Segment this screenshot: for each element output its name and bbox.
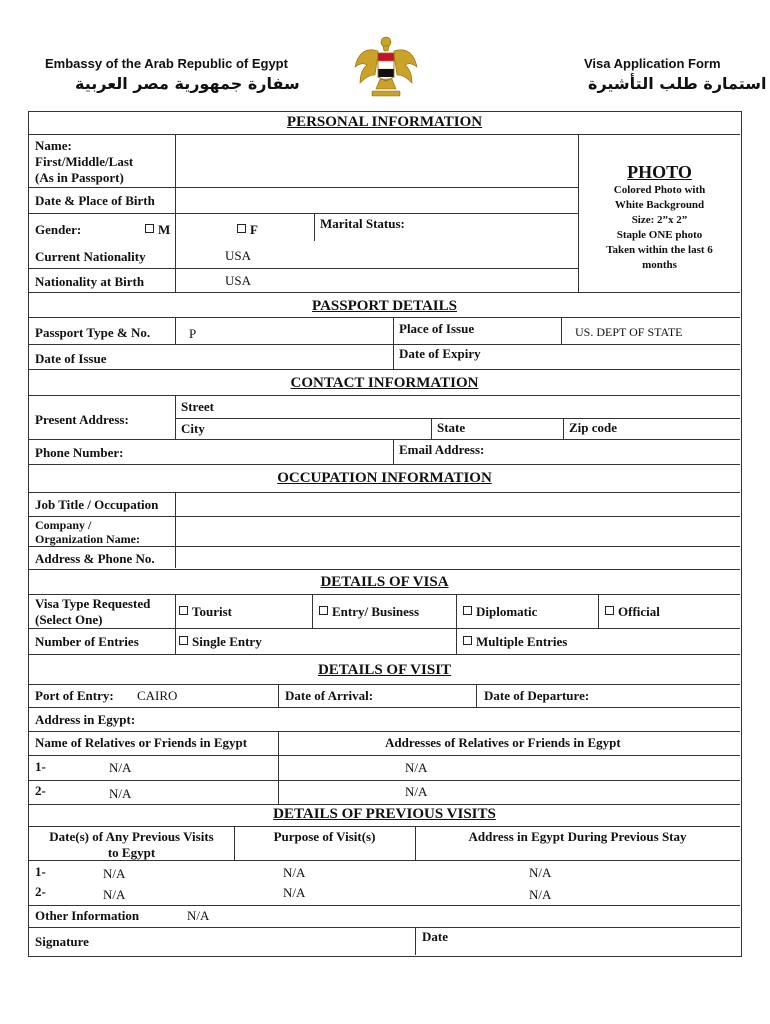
visa-official-checkbox[interactable] (605, 606, 614, 615)
date-of-expiry-label: Date of Expiry (399, 346, 481, 361)
name-field[interactable] (176, 135, 577, 186)
date-of-arrival-label: Date of Arrival: (285, 688, 374, 703)
relative-2-name[interactable]: N/A (109, 786, 132, 801)
birth-nationality-value[interactable]: USA (225, 273, 252, 288)
company-label: Company / (35, 518, 92, 532)
section-title-previous-visits: DETAILS OF PREVIOUS VISITS (273, 806, 496, 822)
relative-row-number: 2- (35, 783, 46, 798)
single-entry-checkbox[interactable] (179, 636, 188, 645)
photo-line: White Background (614, 199, 705, 211)
multiple-entries-option[interactable] (463, 634, 567, 649)
date-of-departure-label: Date of Departure: (484, 688, 590, 703)
previous-1-purpose[interactable]: N/A (283, 865, 306, 880)
relatives-address-label: Addresses of Relatives or Friends in Egypt (385, 735, 621, 750)
multiple-entries-checkbox[interactable] (463, 636, 472, 645)
embassy-name-en: Embassy of the Arab Republic of Egypt (45, 56, 288, 71)
photo-line: months (642, 259, 677, 271)
port-of-entry-label: Port of Entry: (35, 688, 114, 703)
previous-purpose-label: Purpose of Visit(s) (273, 829, 376, 844)
email-address-label: Email Address: (399, 442, 485, 457)
address-in-egypt-label: Address in Egypt: (35, 712, 136, 727)
current-nationality-value[interactable]: USA (225, 248, 252, 263)
relative-1-address[interactable]: N/A (405, 760, 428, 775)
previous-1-address[interactable]: N/A (529, 865, 552, 880)
embassy-name-ar: سفارة جمهورية مصر العربية (75, 74, 300, 93)
gender-f-checkbox[interactable] (237, 224, 246, 233)
gender-m-label: M (158, 222, 171, 237)
previous-address-label: Address in Egypt During Previous Stay (468, 829, 687, 844)
visa-diplomatic-option[interactable] (463, 604, 537, 619)
birth-nationality-label: Nationality at Birth (35, 274, 145, 289)
visa-type-label: Visa Type Requested (35, 596, 151, 611)
previous-row-number: 1- (35, 864, 46, 879)
date-of-issue-label: Date of Issue (35, 351, 107, 366)
form-title-en: Visa Application Form (584, 56, 721, 71)
current-nationality-label: Current Nationality (35, 249, 146, 264)
eagle-emblem-icon (352, 33, 420, 99)
previous-row-number: 2- (35, 884, 46, 899)
photo-line: Taken within the last 6 (606, 244, 713, 256)
visa-official-label: Official (618, 604, 660, 619)
visa-diplomatic-label: Diplomatic (476, 604, 538, 619)
visa-official-option[interactable] (605, 604, 660, 619)
phone-number-label: Phone Number: (35, 445, 124, 460)
previous-1-date[interactable]: N/A (103, 866, 126, 881)
gender-label: Gender: (35, 222, 82, 237)
name-label-note: (As in Passport) (35, 170, 124, 185)
previous-2-purpose[interactable]: N/A (283, 885, 306, 900)
previous-dates-label: Date(s) of Any Previous Visits (49, 829, 214, 844)
photo-instructions (579, 183, 740, 273)
port-of-entry-value[interactable]: CAIRO (137, 688, 178, 703)
dob-field[interactable] (176, 188, 577, 212)
gender-f-label: F (250, 222, 258, 237)
single-entry-option[interactable] (179, 634, 262, 649)
name-label: Name: (35, 138, 72, 153)
previous-dates-label-sub: to Egypt (107, 845, 156, 860)
name-label-sub: First/Middle/Last (35, 154, 134, 169)
photo-title: PHOTO (627, 162, 692, 182)
visa-business-option[interactable] (319, 604, 419, 619)
other-information-label: Other Information (35, 908, 140, 923)
gender-m-option[interactable] (145, 222, 170, 237)
other-information-value[interactable]: N/A (187, 908, 210, 923)
section-title-contact: CONTACT INFORMATION (290, 375, 479, 391)
relatives-name-label: Name of Relatives or Friends in Egypt (35, 735, 248, 750)
section-title-personal: PERSONAL INFORMATION (286, 114, 483, 130)
visa-tourist-checkbox[interactable] (179, 606, 188, 615)
photo-line: Size: 2”x 2” (631, 214, 688, 226)
zip-code-label: Zip code (569, 420, 618, 435)
passport-type-label: Passport Type & No. (35, 325, 151, 340)
gender-m-checkbox[interactable] (145, 224, 154, 233)
marital-status-label: Marital Status: (320, 216, 405, 231)
single-entry-label: Single Entry (192, 634, 262, 649)
section-title-occupation: OCCUPATION INFORMATION (277, 470, 492, 486)
place-of-issue-value[interactable]: US. DEPT OF STATE (575, 325, 683, 339)
gender-f-option[interactable] (237, 222, 258, 237)
visa-application-form (28, 111, 742, 957)
occupation-address-label: Address & Phone No. (35, 551, 155, 566)
photo-line: Colored Photo with (613, 184, 706, 196)
present-address-label: Present Address: (35, 412, 129, 427)
photo-line: Staple ONE photo (616, 229, 703, 241)
number-of-entries-label: Number of Entries (35, 634, 139, 649)
job-title-label: Job Title / Occupation (35, 497, 159, 512)
street-label: Street (181, 399, 214, 414)
visa-diplomatic-checkbox[interactable] (463, 606, 472, 615)
dob-label: Date & Place of Birth (35, 193, 155, 208)
date-label: Date (422, 929, 448, 944)
visa-type-label-sub: (Select One) (35, 612, 103, 627)
section-title-visit: DETAILS OF VISIT (317, 662, 452, 678)
previous-2-address[interactable]: N/A (529, 887, 552, 902)
photo-box (579, 135, 740, 292)
form-title-ar: استمارة طلب التأشيرة (588, 74, 767, 93)
relative-row-number: 1- (35, 759, 46, 774)
previous-2-date[interactable]: N/A (103, 887, 126, 902)
visa-business-checkbox[interactable] (319, 606, 328, 615)
multiple-entries-label: Multiple Entries (476, 634, 568, 649)
relative-2-address[interactable]: N/A (405, 784, 428, 799)
visa-tourist-label: Tourist (192, 604, 232, 619)
city-label: City (181, 421, 205, 436)
section-title-passport: PASSPORT DETAILS (312, 298, 457, 314)
section-title-visa: DETAILS OF VISA (320, 574, 449, 590)
place-of-issue-label: Place of Issue (399, 321, 475, 336)
relative-1-name[interactable]: N/A (109, 760, 132, 775)
visa-business-label: Entry/ Business (332, 604, 420, 619)
signature-label: Signature (35, 934, 89, 949)
company-label-sub: Organization Name: (35, 532, 140, 546)
passport-type-value[interactable]: P (189, 326, 197, 341)
state-label: State (437, 420, 466, 435)
visa-tourist-option[interactable] (179, 604, 232, 619)
